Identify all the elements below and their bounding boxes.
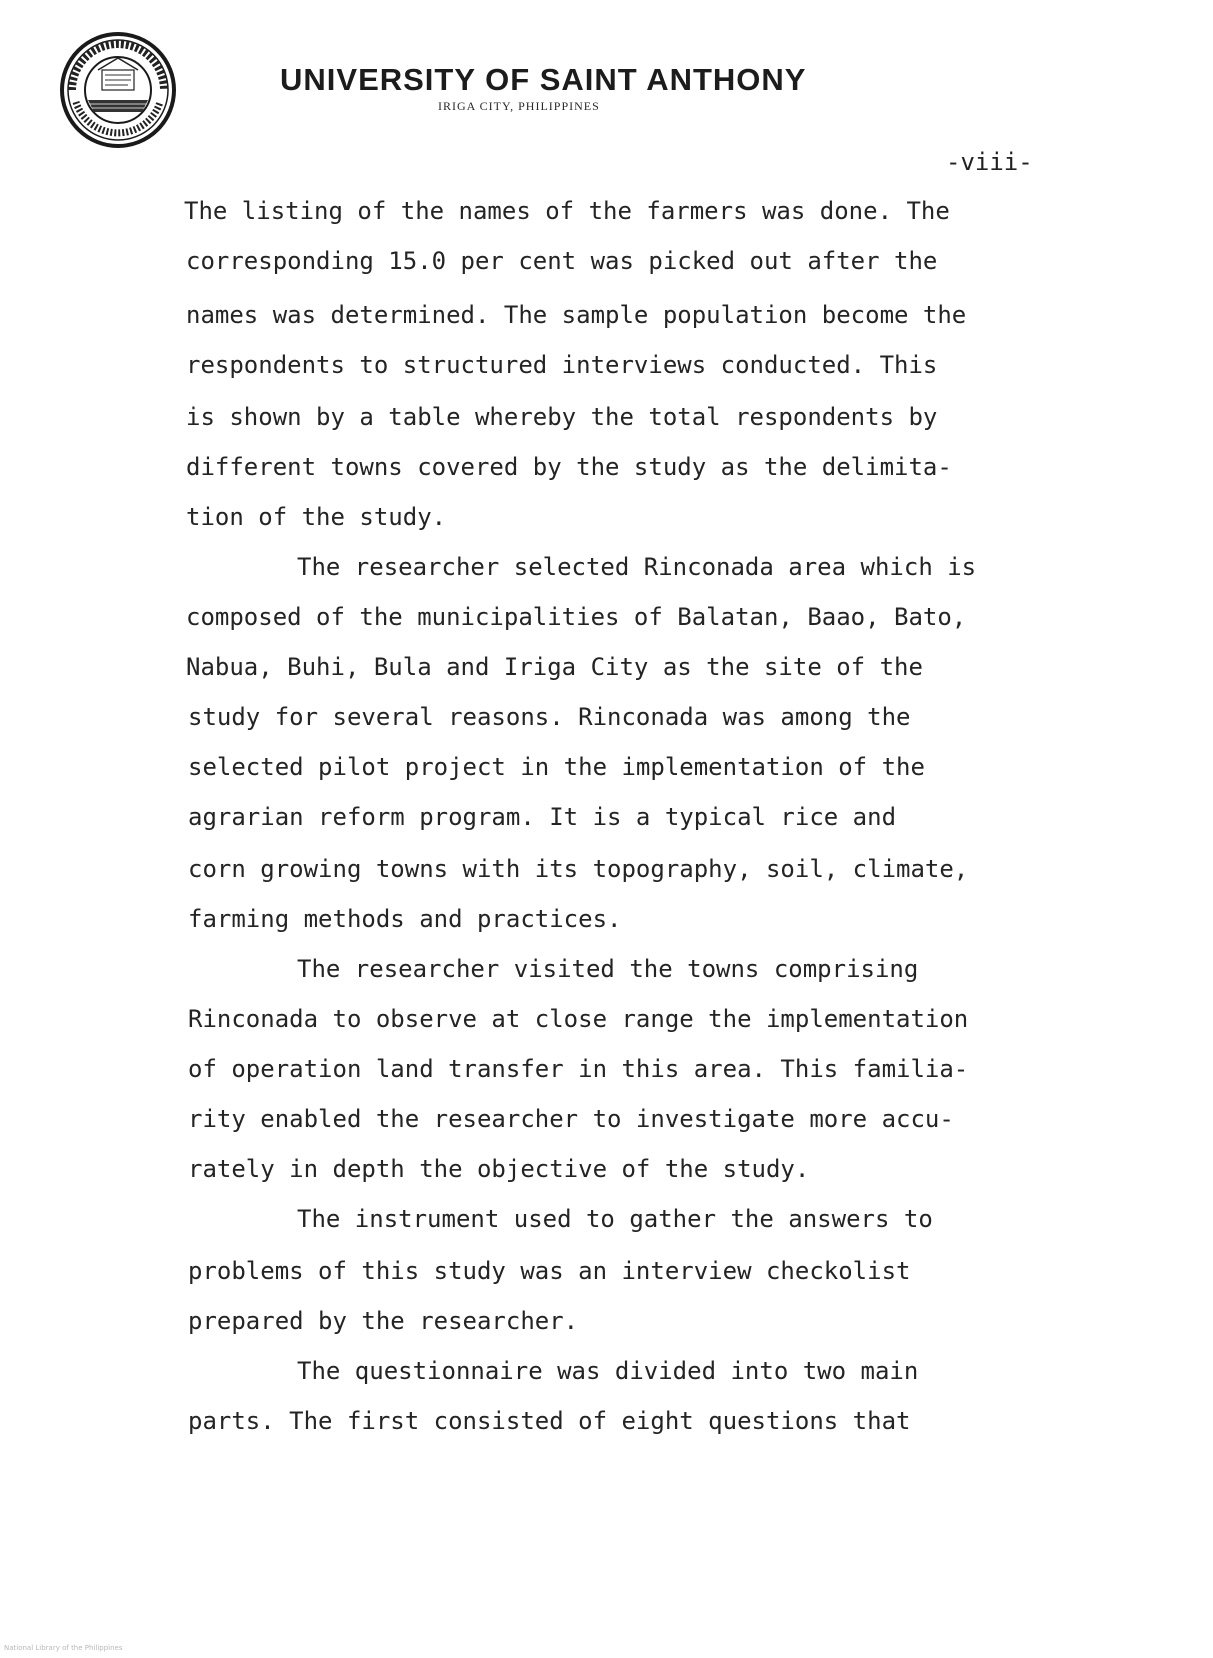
university-seal [58,30,178,150]
page-number: -viii- [946,148,1033,176]
text-line: The instrument used to gather the answers to [297,1205,933,1233]
text-line: is shown by a table whereby the total respondents by [186,403,938,431]
text-line: names was determined. The sample population become the [186,301,967,329]
text-line: rately in depth the objective of the study. [188,1155,810,1183]
text-line: corn growing towns with its topography, soil, climate, [188,855,969,883]
scan-footer-note: National Library of the Philippines [4,1644,123,1652]
text-line: The questionnaire was divided into two main [297,1357,919,1385]
text-line: The researcher selected Rinconada area which is [297,553,977,581]
seal-graphic [58,30,178,150]
text-line: rity enabled the researcher to investigate more accu- [188,1105,954,1133]
text-line: prepared by the researcher. [188,1307,579,1335]
text-line: Rinconada to observe at close range the implementation [188,1005,969,1033]
text-line: corresponding 15.0 per cent was picked out after the [186,247,938,275]
text-line: composed of the municipalities of Balatan, Baao, Bato, [186,603,967,631]
text-line: farming methods and practices. [188,905,622,933]
text-line: Nabua, Buhi, Bula and Iriga City as the site of the [186,653,923,681]
university-location: IRIGA CITY, PHILIPPINES [438,99,600,113]
text-line: agrarian reform program. It is a typical rice and [188,803,897,831]
text-line: of operation land transfer in this area. This familia- [188,1055,969,1083]
text-line: study for several reasons. Rinconada was among the [188,703,911,731]
text-line: The researcher visited the towns comprising [297,955,919,983]
text-line: selected pilot project in the implementation of the [188,753,925,781]
text-line: tion of the study. [186,503,447,531]
text-line: parts. The first consisted of eight questions that [188,1407,911,1435]
text-line: problems of this study was an interview checkolist [188,1257,911,1285]
university-name: UNIVERSITY OF SAINT ANTHONY [280,62,807,97]
text-line: different towns covered by the study as the delimita- [186,453,952,481]
text-line: respondents to structured interviews conducted. This [186,351,938,379]
text-line: The listing of the names of the farmers was done. The [184,197,950,225]
